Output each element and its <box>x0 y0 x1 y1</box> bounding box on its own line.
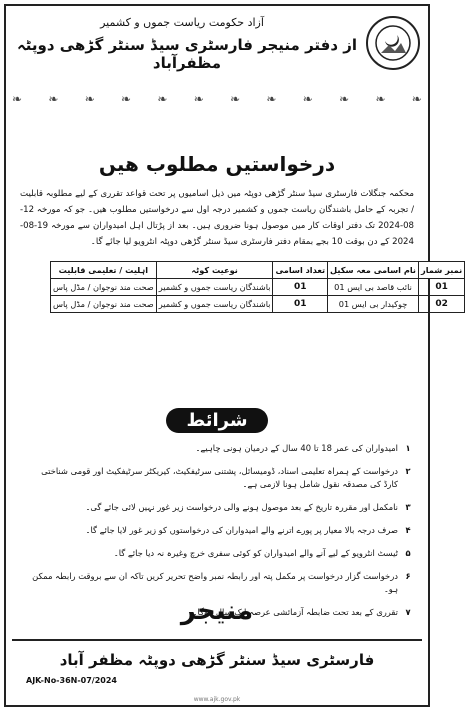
list-item <box>26 524 418 537</box>
cell-qualification: صحت مند نوجوان / مڈل پاس <box>51 296 157 313</box>
header-count: تعداد اسامی <box>273 262 328 279</box>
table-row <box>51 279 465 296</box>
list-item <box>26 570 418 596</box>
header <box>6 6 428 76</box>
list-item <box>26 547 418 560</box>
leaf-icon: ❧ <box>121 92 132 106</box>
cell-quota: باشندگان ریاست جموں و کشمیر <box>156 279 273 296</box>
condition-number: ۲ <box>405 466 411 476</box>
condition-text: درخواست گزار درخواست پر مکمل پتہ اور رابطہ نمبر واضح تحریر کریں تاکہ ان سے بروقت رابطہ ممکن ہو۔ <box>32 571 398 594</box>
leaf-icon: ❧ <box>339 92 350 106</box>
cell-serial: 02 <box>418 296 464 313</box>
leaf-icon: ❧ <box>48 92 59 106</box>
leaf-icon: ❧ <box>411 92 422 106</box>
table-header-row <box>51 262 465 279</box>
cell-qualification: صحت مند نوجوان / مڈل پاس <box>51 279 157 296</box>
condition-text: صرف درجہ بالا معیار پر پورے اترنے والے امیدواران کی درخواستوں کو زیر غور لایا جائے گا۔ <box>85 525 398 535</box>
condition-text: درخواست کے ہمراہ تعلیمی اسناد، ڈومیسائل، پشتنی سرٹیفکیٹ، کیریکٹر سرٹیفکیٹ اور قومی شناختی کارڈ کی مصدقہ نقول شامل ہونا لازمی ہے۔ <box>41 466 398 489</box>
header-qualification: اہلیت / تعلیمی قابلیت <box>51 262 157 279</box>
conditions-title: شرائط <box>166 408 267 433</box>
leaf-icon: ❧ <box>12 92 23 106</box>
leaf-icon: ❧ <box>266 92 277 106</box>
condition-text: تقرری کے بعد تحت ضابطہ آزمائشی عرصہ ایک سال ہوگا۔ <box>192 607 398 617</box>
header-serial: نمبر شمار <box>418 262 464 279</box>
list-item <box>26 442 418 455</box>
list-item <box>26 501 418 514</box>
leaf-icon: ❧ <box>84 92 95 106</box>
footer-office-name: فارسٹری سیڈ سنٹر گڑھی دوپٹہ مظفر آباد <box>59 651 375 669</box>
cell-post: نائب قاصد بی ایس 01 <box>328 279 419 296</box>
header-quota: نوعیت کوٹہ <box>156 262 273 279</box>
page-title: درخواستیں مطلوب ھیں <box>98 152 336 176</box>
leaf-icon: ❧ <box>193 92 204 106</box>
website-credit: www.ajk.gov.pk <box>193 696 241 703</box>
condition-number: ۱ <box>405 443 411 453</box>
cell-count: 01 <box>273 279 328 296</box>
decorative-border <box>12 92 422 106</box>
leaf-icon: ❧ <box>157 92 168 106</box>
cell-serial: 01 <box>418 279 464 296</box>
cell-quota: باشندگان ریاست جموں و کشمیر <box>156 296 273 313</box>
cell-count: 01 <box>273 296 328 313</box>
condition-number: ۳ <box>405 502 411 512</box>
government-name: آزاد حکومت ریاست جموں و کشمیر <box>100 16 264 29</box>
condition-number: ۶ <box>405 571 411 581</box>
table-row <box>51 296 465 313</box>
intro-paragraph: محکمہ جنگلات فارسٹری سیڈ سنٹر گڑھی دوپٹہ میں ذیل اسامیوں پر تحت قواعد تقرری کے لیے مطلوبہ قابلیت / تجربہ کے حامل باشندگان ریاست جموں و کشمیر درجہ اول سے درخواستیں مطلوب ھیں۔ جو کہ مورخہ 12-08-2024 تک دفتر اوقات کار میں موصول ہونا ضروری ہیں۔ بعد از پڑتال اہل امیدواران سے مورخہ 19-08-2024 کے دن بوقت 10 بجے بمقام دفتر فارسٹری سیڈ سنٹر گڑھی دوپٹہ انٹرویو لیا جائے گا۔ <box>20 189 414 247</box>
conditions-heading <box>6 408 428 433</box>
list-item <box>26 465 418 491</box>
advertisement-page <box>4 4 463 707</box>
divider <box>12 639 422 641</box>
leaf-icon: ❧ <box>230 92 241 106</box>
condition-text: نامکمل اور مقررہ تاریخ کے بعد موصول ہونے والی درخواست زیر غور نہیں لائی جائے گی۔ <box>85 502 398 512</box>
condition-number: ۷ <box>405 607 411 617</box>
condition-number: ۴ <box>405 525 411 535</box>
office-name: از دفتر منیجر فارسٹری سیڈ سنٹر گڑھی دوپٹہ مظفرآباد <box>16 36 358 72</box>
leaf-icon: ❧ <box>375 92 386 106</box>
condition-text: ٹیسٹ انٹرویو کے لیے آنے والے امیدواران کو کوئی سفری خرچ وغیرہ نہ دیا جائے گا۔ <box>113 548 398 558</box>
header-post: نام اسامی معہ سکیل <box>328 262 419 279</box>
vacancies-table <box>50 261 465 313</box>
cell-post: چوکیدار بی ایس 01 <box>328 296 419 313</box>
condition-number: ۵ <box>405 548 411 558</box>
leaf-icon: ❧ <box>302 92 313 106</box>
reference-number: AJK-No-36N-07/2024 <box>26 676 117 685</box>
government-seal-icon <box>366 16 420 70</box>
condition-text: امیدواران کی عمر 18 تا 40 سال کے درمیان ہونی چاہیے۔ <box>195 443 398 453</box>
signatory-title: منیجر <box>180 596 254 626</box>
